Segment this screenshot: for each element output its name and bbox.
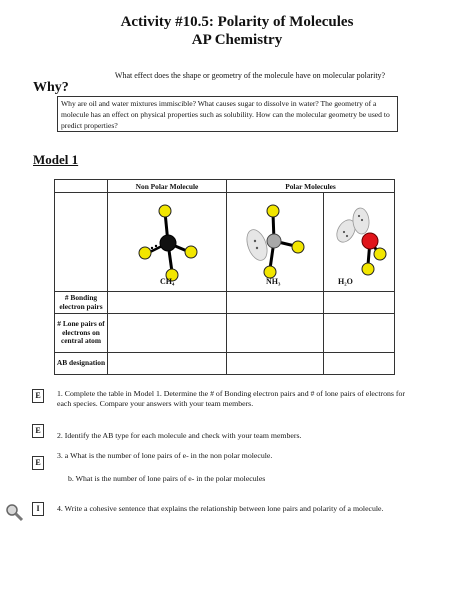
badge-e: E (32, 456, 44, 470)
question-1: 1. Complete the table in Model 1. Determine the # of Bonding electron pairs and # of lone pairs of electrons for each species. Compare your answers with your team members. (57, 389, 405, 408)
h2o-label: H₂O (338, 277, 353, 286)
header-polar: Polar Molecules (227, 180, 395, 193)
answer-cell[interactable] (227, 314, 324, 353)
magnifier-icon (4, 502, 24, 522)
why-text: Why are oil and water mixtures immiscible? What causes sugar to dissolve in water? The geometry of a molecule has an effect on physical properties such as solubility. How can the molecular geometry be used to predict properties? (61, 99, 390, 130)
row-label-ab: AB designation (55, 353, 108, 375)
row-label-lone-pairs: # Lone pairs of electrons on central atom (55, 314, 108, 353)
answer-cell[interactable] (108, 353, 227, 375)
answer-cell[interactable] (324, 314, 395, 353)
answer-cell[interactable] (108, 314, 227, 353)
intro-question: What effect does the shape or geometry of the molecule have on molecular polarity? (114, 71, 386, 80)
badge-e: E (32, 389, 44, 403)
header-nonpolar: Non Polar Molecule (108, 180, 227, 193)
page-subtitle: AP Chemistry (191, 32, 283, 48)
row-label-bonding: # Bonding electron pairs (55, 292, 108, 314)
answer-cell[interactable] (324, 292, 395, 314)
answer-cell[interactable] (227, 353, 324, 375)
model-table (54, 179, 395, 375)
badge-i: I (32, 502, 44, 516)
ch4-cell (108, 193, 227, 292)
question-4: 4. Write a cohesive sentence that explains the relationship between lone pairs and polarity of a molecule. (57, 504, 384, 513)
page-title: Activity #10.5: Polarity of Molecules (120, 14, 354, 30)
why-heading: Why? (33, 80, 69, 95)
image-row-label (55, 193, 108, 292)
ch4-label: CH₄ (160, 277, 175, 286)
question-3b: b. What is the number of lone pairs of e- in the polar molecules (68, 474, 266, 483)
answer-cell[interactable] (108, 292, 227, 314)
h2o-molecule-image (324, 193, 394, 291)
table-corner (55, 180, 108, 193)
nh3-cell (227, 193, 324, 292)
why-box (57, 96, 398, 132)
model-heading: Model 1 (33, 152, 79, 167)
h2o-cell (324, 193, 395, 292)
nh3-label: NH₃ (266, 277, 281, 286)
question-2: 2. Identify the AB type for each molecule and check with your team members. (57, 431, 302, 440)
badge-e: E (32, 424, 44, 438)
answer-cell[interactable] (227, 292, 324, 314)
question-3a: 3. a What is the number of lone pairs of e- in the non polar molecule. (57, 451, 273, 460)
answer-cell[interactable] (324, 353, 395, 375)
